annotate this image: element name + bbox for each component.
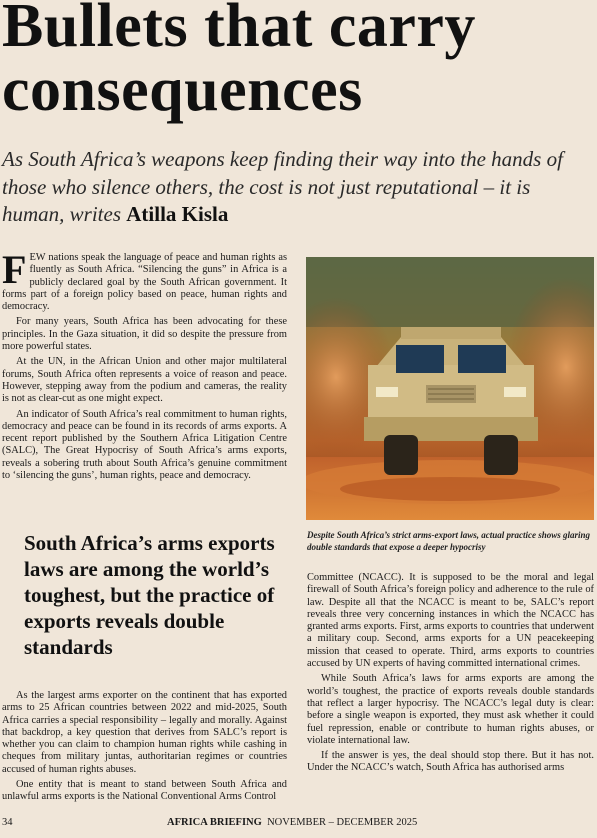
body-column-right	[307, 572, 594, 778]
body-column-left-top	[2, 247, 287, 485]
page-number: 34	[2, 817, 13, 828]
page-footer	[2, 815, 594, 831]
magazine-name: AFRICA BRIEFING	[167, 817, 262, 828]
photo-caption: Despite South Africa’s strict arms-export laws, actual practice shows glaring double standards that expose a deeper hypocrisy	[307, 530, 591, 552]
issue-date: NOVEMBER – DECEMBER 2025	[267, 817, 418, 828]
body-column-left-bottom	[2, 690, 287, 807]
body-paragraph-3: At the UN, in the African Union and other major multilateral forums, South Africa often represents a voice of reason and peace. However, stepping away from the podium and cameras, the reality is not as clear-cut as one might expect.	[2, 356, 287, 405]
pull-quote: South Africa’s arms exports laws are among the world’s toughest, but the practice of exports reveals double standards	[24, 531, 275, 659]
body-paragraph-8: While South Africa’s laws for arms exports are among the world’s toughest, the practice of exports reveals double standards that reflect a larger hypocrisy. The NCACC’s legal duty is clear: before a single weapon is exported, they must ask whether it could fuel repression, enable or contribute to human rights abuses, or violate international law.	[307, 673, 594, 746]
standfirst-text: As South Africa’s weapons keep finding their way into the hands of those who silence others, the cost is not just reputational – it is human, writes	[2, 147, 563, 226]
body-paragraph-1-text: EW nations speak the language of peace and human rights as fluently as South Africa. “Silencing the guns” in Africa is a publicly declared goal by the South African government. It forms part of a foreign policy based on peace, human rights and democracy.	[2, 252, 287, 313]
headline: Bullets that carry consequences	[2, 0, 476, 124]
standfirst	[2, 146, 592, 229]
armored-vehicle-photo	[306, 257, 594, 520]
body-paragraph-4: An indicator of South Africa’s real commitment to human rights, democracy and peace can be found in its records of arms exports. A recent report published by the Southern Africa Litigation Centre (SALC), The Great Hypocrisy of South Africa’s arms exports, reveals a sobering truth about South Africa’s genuine commitment to ‘silencing the guns’, human rights, peace and democracy.	[2, 408, 287, 482]
body-paragraph-6: One entity that is meant to stand between South Africa and unlawful arms exports is the National Conventional Arms Control	[2, 779, 287, 803]
body-paragraph-9: If the answer is yes, the deal should stop there. But it has not. Under the NCACC’s watch, South Africa has authorised arms	[307, 750, 594, 774]
body-paragraph-1	[2, 247, 287, 313]
body-paragraph-5: As the largest arms exporter on the continent that has exported arms to 25 African countries between 2022 and mid-2025, South Africa carries a special responsibility – legally and morally. Against that backdrop, a key question that derives from SALC’s report is whether you can claim to champion human rights while cashing in cheques from military juntas, authoritarian regimes or countries accused of human rights abuses.	[2, 690, 287, 775]
author-name: Atilla Kisla	[126, 202, 229, 226]
magazine-issue	[167, 815, 417, 831]
drop-cap: F	[2, 247, 27, 292]
body-paragraph-7: Committee (NCACC). It is supposed to be the moral and legal firewall of South Africa’s foreign policy and adherence to the rule of law. Despite all that the NCACC is meant to be, SALC’s report reveals three very concerning instances in which the NCACC has granted arms exports. First, arms exports to countries that underwent a military coup. Second, arms exports for a UN peacekeeping mission that ceased to operate. Third, arms exports to countries accused by UN experts of having committed international crimes.	[307, 572, 594, 670]
body-paragraph-2: For many years, South Africa has been advocating for these principles. In the Gaza situation, it did so despite the pressure from more powerful states.	[2, 316, 287, 353]
